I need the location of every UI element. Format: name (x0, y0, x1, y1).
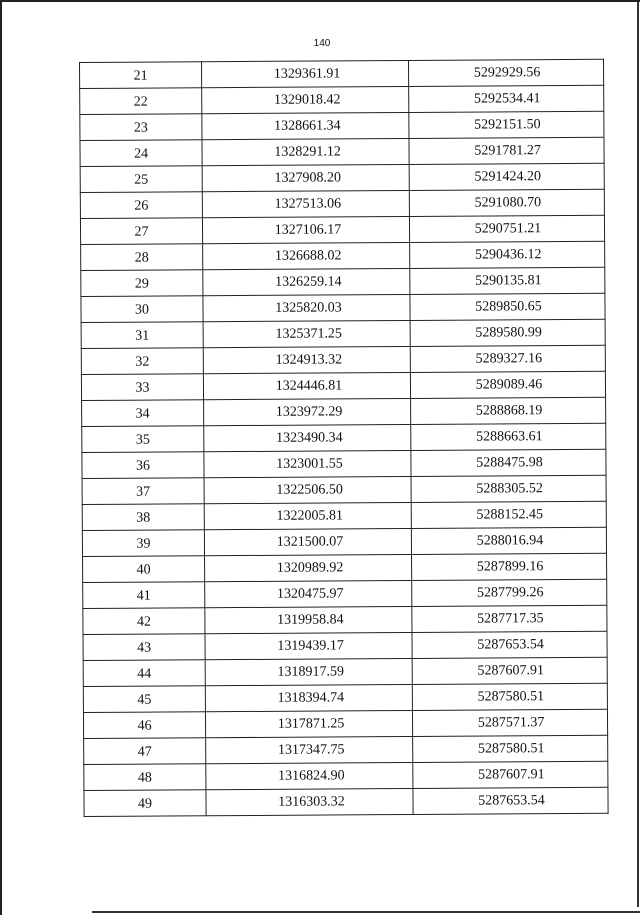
point-number-cell: 42 (83, 608, 205, 635)
x-coordinate-cell: 1318917.59 (205, 658, 412, 685)
x-coordinate-cell: 1322005.81 (204, 502, 411, 529)
page-number: 140 (313, 38, 331, 49)
x-coordinate-cell: 1328291.12 (202, 138, 409, 165)
y-coordinate-cell: 5292929.56 (408, 59, 603, 86)
table-row (84, 735, 608, 764)
x-coordinate-cell: 1327908.20 (202, 164, 409, 191)
y-coordinate-cell: 5291781.27 (409, 137, 604, 164)
point-number-cell: 22 (80, 88, 202, 115)
y-coordinate-cell: 5289327.16 (410, 345, 605, 372)
y-coordinate-cell: 5287607.91 (412, 657, 607, 684)
y-coordinate-cell: 5287653.54 (413, 787, 608, 814)
x-coordinate-cell: 1320475.97 (205, 580, 412, 607)
x-coordinate-cell: 1328661.34 (202, 112, 409, 139)
y-coordinate-cell: 5288475.98 (411, 449, 606, 476)
table-row (83, 657, 607, 686)
x-coordinate-cell: 1329018.42 (202, 86, 409, 113)
y-coordinate-cell: 5289089.46 (410, 371, 605, 398)
x-coordinate-cell: 1325820.03 (203, 294, 410, 321)
point-number-cell: 45 (83, 686, 205, 713)
x-coordinate-cell: 1323490.34 (204, 424, 411, 451)
x-coordinate-cell: 1317347.75 (206, 736, 413, 763)
y-coordinate-cell: 5290135.81 (410, 267, 605, 294)
point-number-cell: 27 (80, 218, 202, 245)
point-number-cell: 48 (84, 764, 206, 791)
point-number-cell: 35 (82, 426, 204, 453)
table-row (82, 527, 606, 556)
table-row (83, 553, 607, 582)
y-coordinate-cell: 5291424.20 (409, 163, 604, 190)
point-number-cell: 41 (83, 582, 205, 609)
y-coordinate-cell: 5290436.12 (410, 241, 605, 268)
point-number-cell: 47 (84, 738, 206, 765)
y-coordinate-cell: 5288868.19 (411, 397, 606, 424)
y-coordinate-cell: 5287571.37 (412, 709, 607, 736)
point-number-cell: 37 (82, 478, 204, 505)
table-row (82, 423, 606, 452)
y-coordinate-cell: 5288152.45 (411, 501, 606, 528)
point-number-cell: 39 (82, 530, 204, 557)
table-row (80, 163, 604, 192)
table-row (81, 293, 605, 322)
table-row (84, 787, 608, 816)
x-coordinate-cell: 1323001.55 (204, 450, 411, 477)
x-coordinate-cell: 1318394.74 (205, 684, 412, 711)
point-number-cell: 28 (81, 244, 203, 271)
point-number-cell: 31 (81, 322, 203, 349)
point-number-cell: 36 (82, 452, 204, 479)
page-edge-right (637, 2, 639, 907)
point-number-cell: 43 (83, 634, 205, 661)
point-number-cell: 25 (80, 166, 202, 193)
y-coordinate-cell: 5289580.99 (410, 319, 605, 346)
point-number-cell: 44 (83, 660, 205, 687)
x-coordinate-cell: 1316303.32 (206, 788, 413, 815)
x-coordinate-cell: 1323972.29 (204, 398, 411, 425)
x-coordinate-cell: 1316824.90 (206, 762, 413, 789)
table-row (82, 397, 606, 426)
point-number-cell: 26 (80, 192, 202, 219)
y-coordinate-cell: 5287580.51 (412, 683, 607, 710)
page-edge-bottom (92, 911, 640, 913)
point-number-cell: 21 (80, 62, 202, 89)
point-number-cell: 30 (81, 296, 203, 323)
table-row (80, 111, 604, 140)
y-coordinate-cell: 5287580.51 (413, 735, 608, 762)
table-row (81, 371, 605, 400)
x-coordinate-cell: 1319439.17 (205, 632, 412, 659)
coordinate-table (79, 59, 609, 817)
x-coordinate-cell: 1329361.91 (202, 60, 409, 87)
x-coordinate-cell: 1324446.81 (203, 372, 410, 399)
x-coordinate-cell: 1317871.25 (205, 710, 412, 737)
x-coordinate-cell: 1326688.02 (203, 242, 410, 269)
x-coordinate-cell: 1325371.25 (203, 320, 410, 347)
y-coordinate-cell: 5287717.35 (412, 605, 607, 632)
point-number-cell: 38 (82, 504, 204, 531)
y-coordinate-cell: 5292534.41 (409, 85, 604, 112)
y-coordinate-cell: 5287607.91 (413, 761, 608, 788)
point-number-cell: 49 (84, 790, 206, 817)
point-number-cell: 32 (81, 348, 203, 375)
x-coordinate-cell: 1322506.50 (204, 476, 411, 503)
point-number-cell: 34 (82, 400, 204, 427)
table-row (80, 85, 604, 114)
table-row (81, 319, 605, 348)
y-coordinate-cell: 5288016.94 (411, 527, 606, 554)
y-coordinate-cell: 5287799.26 (412, 579, 607, 606)
table-row (83, 683, 607, 712)
y-coordinate-cell: 5288305.52 (411, 475, 606, 502)
x-coordinate-cell: 1326259.14 (203, 268, 410, 295)
table-row (80, 189, 604, 218)
table-row (81, 267, 605, 296)
table-row (80, 215, 604, 244)
y-coordinate-cell: 5288663.61 (411, 423, 606, 450)
y-coordinate-cell: 5290751.21 (409, 215, 604, 242)
coordinate-table-body (80, 59, 609, 816)
table-row (81, 241, 605, 270)
point-number-cell: 23 (80, 114, 202, 141)
table-row (84, 761, 608, 790)
x-coordinate-cell: 1327106.17 (202, 216, 409, 243)
point-number-cell: 40 (83, 556, 205, 583)
table-row (83, 709, 607, 738)
point-number-cell: 29 (81, 270, 203, 297)
table-row (82, 475, 606, 504)
y-coordinate-cell: 5289850.65 (410, 293, 605, 320)
table-row (82, 501, 606, 530)
table-row (83, 605, 607, 634)
y-coordinate-cell: 5287653.54 (412, 631, 607, 658)
point-number-cell: 33 (81, 374, 203, 401)
point-number-cell: 24 (80, 140, 202, 167)
x-coordinate-cell: 1324913.32 (203, 346, 410, 373)
table-row (83, 579, 607, 608)
table-row (80, 137, 604, 166)
x-coordinate-cell: 1321500.07 (204, 528, 411, 555)
table-row (83, 631, 607, 660)
point-number-cell: 46 (83, 712, 205, 739)
y-coordinate-cell: 5287899.16 (412, 553, 607, 580)
y-coordinate-cell: 5291080.70 (409, 189, 604, 216)
table-row (82, 449, 606, 478)
x-coordinate-cell: 1320989.92 (205, 554, 412, 581)
table-row (80, 59, 604, 88)
y-coordinate-cell: 5292151.50 (409, 111, 604, 138)
table-row (81, 345, 605, 374)
x-coordinate-cell: 1319958.84 (205, 606, 412, 633)
x-coordinate-cell: 1327513.06 (202, 190, 409, 217)
